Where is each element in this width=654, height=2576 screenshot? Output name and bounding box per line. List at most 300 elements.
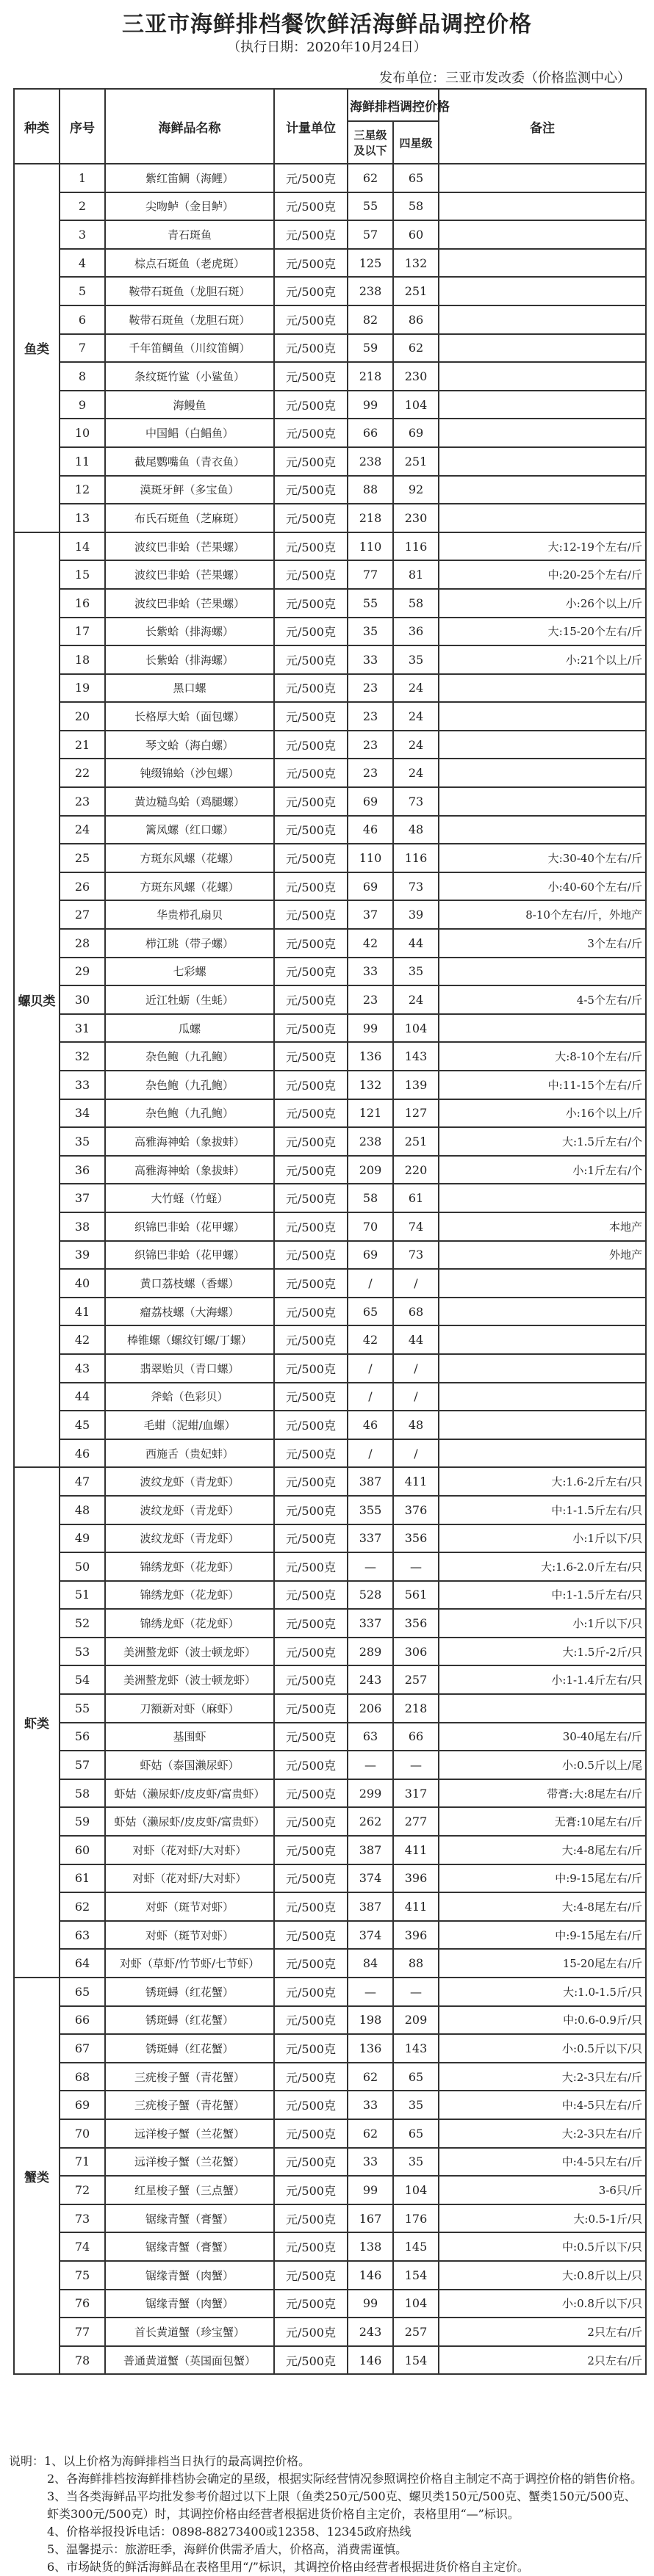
table-row xyxy=(14,2176,646,2204)
price-three-star: 299 xyxy=(348,1779,393,1808)
price-four-star: 24 xyxy=(393,731,439,759)
row-number: 5 xyxy=(60,277,105,305)
table-row xyxy=(14,2346,646,2375)
table-row xyxy=(14,419,646,447)
price-three-star: 42 xyxy=(348,929,393,958)
price-four-star: 251 xyxy=(393,447,439,476)
seafood-name: 织锦巴非蛤（花甲螺） xyxy=(105,1212,274,1241)
unit-cell: 元/500克 xyxy=(274,844,348,872)
row-number: 46 xyxy=(60,1439,105,1468)
table-row xyxy=(14,1269,646,1298)
table-row xyxy=(14,645,646,674)
remark-cell xyxy=(439,674,646,703)
remark-cell xyxy=(439,277,646,305)
remark-cell: 中:1-1.5斤左右/只 xyxy=(439,1581,646,1610)
seafood-name: 高雅海神蛤（象拔蚌） xyxy=(105,1127,274,1156)
table-row xyxy=(14,1354,646,1383)
price-three-star: 46 xyxy=(348,816,393,844)
price-three-star: 55 xyxy=(348,192,393,221)
unit-cell: 元/500克 xyxy=(274,362,348,391)
header-remark: 备注 xyxy=(439,89,646,164)
unit-cell: 元/500克 xyxy=(274,816,348,844)
unit-cell: 元/500克 xyxy=(274,391,348,419)
remark-cell: 大:2-3只左右/斤 xyxy=(439,2063,646,2091)
price-three-star: 62 xyxy=(348,2119,393,2148)
seafood-name: 杂色鲍（九孔鲍） xyxy=(105,1042,274,1071)
remark-cell xyxy=(439,958,646,986)
table-row xyxy=(14,900,646,929)
header-name: 海鲜品名称 xyxy=(105,89,274,164)
header-category: 种类 xyxy=(14,89,60,164)
price-three-star: 23 xyxy=(348,985,393,1014)
remark-cell xyxy=(439,249,646,278)
price-three-star: 69 xyxy=(348,787,393,816)
table-row xyxy=(14,220,646,249)
price-four-star: 209 xyxy=(393,2006,439,2035)
remark-cell: 大:1.6-2斤左右/只 xyxy=(439,1467,646,1496)
row-number: 28 xyxy=(60,929,105,958)
table-row xyxy=(14,1524,646,1553)
table-row xyxy=(14,1836,646,1864)
price-four-star: 68 xyxy=(393,1298,439,1326)
price-four-star: 257 xyxy=(393,2318,439,2346)
price-four-star: 65 xyxy=(393,164,439,192)
row-number: 40 xyxy=(60,1269,105,1298)
unit-cell: 元/500克 xyxy=(274,929,348,958)
row-number: 78 xyxy=(60,2346,105,2375)
seafood-name: 漠斑牙鲆（多宝鱼） xyxy=(105,476,274,504)
seafood-name: 棒锥螺（螺纹钉螺/丁螺） xyxy=(105,1325,274,1354)
row-number: 3 xyxy=(60,220,105,249)
price-three-star: 55 xyxy=(348,589,393,618)
remark-cell: 小:1斤以下/只 xyxy=(439,1524,646,1553)
price-four-star: 104 xyxy=(393,2176,439,2204)
row-number: 23 xyxy=(60,787,105,816)
price-four-star: 35 xyxy=(393,645,439,674)
table-row xyxy=(14,1467,646,1496)
price-three-star: 33 xyxy=(348,645,393,674)
unit-cell: 元/500克 xyxy=(274,1892,348,1921)
price-three-star: 138 xyxy=(348,2232,393,2261)
remark-cell: 中:4-5只左右/斤 xyxy=(439,2091,646,2119)
table-row xyxy=(14,277,646,305)
table-row xyxy=(14,1694,646,1723)
row-number: 58 xyxy=(60,1779,105,1808)
seafood-name: 波纹巴非蛤（芒果螺） xyxy=(105,589,274,618)
remark-cell xyxy=(439,1439,646,1468)
price-four-star: 176 xyxy=(393,2204,439,2233)
price-three-star: — xyxy=(348,1552,393,1581)
seafood-name: 红星梭子蟹（三点蟹） xyxy=(105,2176,274,2204)
unit-cell: 元/500克 xyxy=(274,1609,348,1638)
seafood-name: 对虾（斑节对虾） xyxy=(105,1892,274,1921)
price-four-star: 376 xyxy=(393,1496,439,1524)
unit-cell: 元/500克 xyxy=(274,1949,348,1978)
seafood-name: 远洋梭子蟹（兰花蟹） xyxy=(105,2119,274,2148)
unit-cell: 元/500克 xyxy=(274,1099,348,1128)
unit-cell: 元/500克 xyxy=(274,958,348,986)
price-four-star: 73 xyxy=(393,787,439,816)
unit-cell: 元/500克 xyxy=(274,2204,348,2233)
row-number: 62 xyxy=(60,1892,105,1921)
row-number: 63 xyxy=(60,1921,105,1950)
price-three-star: 206 xyxy=(348,1694,393,1723)
row-number: 30 xyxy=(60,985,105,1014)
remark-cell: 大:4-8尾左右/斤 xyxy=(439,1892,646,1921)
table-row xyxy=(14,1099,646,1128)
remark-cell: 3个左右/斤 xyxy=(439,929,646,958)
page-title: 三亚市海鲜排档餐饮鲜活海鲜品调控价格 xyxy=(122,12,532,37)
remark-cell: 大:0.5-1斤/只 xyxy=(439,2204,646,2233)
seafood-name: 大竹蛏（竹蛏） xyxy=(105,1184,274,1212)
price-four-star: 69 xyxy=(393,419,439,447)
seafood-name: 条纹斑竹鲨（小鲨鱼） xyxy=(105,362,274,391)
table-row xyxy=(14,1241,646,1270)
unit-cell: 元/500克 xyxy=(274,2063,348,2091)
unit-cell: 元/500克 xyxy=(274,1269,348,1298)
row-number: 10 xyxy=(60,419,105,447)
row-number: 57 xyxy=(60,1751,105,1779)
price-three-star: 374 xyxy=(348,1921,393,1950)
unit-cell: 元/500克 xyxy=(274,2119,348,2148)
price-four-star: 35 xyxy=(393,2148,439,2177)
header-no: 序号 xyxy=(60,89,105,164)
price-three-star: 110 xyxy=(348,532,393,561)
table-row xyxy=(14,1127,646,1156)
seafood-name: 黄口荔枝螺（香螺） xyxy=(105,1269,274,1298)
remark-cell xyxy=(439,305,646,334)
row-number: 1 xyxy=(60,164,105,192)
price-four-star: 139 xyxy=(393,1071,439,1099)
table-row xyxy=(14,929,646,958)
row-number: 55 xyxy=(60,1694,105,1723)
table-row xyxy=(14,2232,646,2261)
row-number: 36 xyxy=(60,1156,105,1184)
unit-cell: 元/500克 xyxy=(274,532,348,561)
price-four-star: 116 xyxy=(393,844,439,872)
table-row xyxy=(14,702,646,731)
price-four-star: 251 xyxy=(393,1127,439,1156)
seafood-name: 截尾鹦嘴鱼（青衣鱼） xyxy=(105,447,274,476)
seafood-name: 波纹龙虾（青龙虾） xyxy=(105,1524,274,1553)
price-four-star: 154 xyxy=(393,2261,439,2290)
table-row xyxy=(14,1921,646,1950)
table-row xyxy=(14,1807,646,1836)
row-number: 60 xyxy=(60,1836,105,1864)
price-three-star: 66 xyxy=(348,419,393,447)
unit-cell: 元/500克 xyxy=(274,872,348,901)
price-three-star: 69 xyxy=(348,1241,393,1270)
table-row xyxy=(14,2148,646,2177)
unit-cell: 元/500克 xyxy=(274,2261,348,2290)
row-number: 11 xyxy=(60,447,105,476)
price-three-star: 82 xyxy=(348,305,393,334)
row-number: 68 xyxy=(60,2063,105,2091)
price-three-star: 218 xyxy=(348,362,393,391)
row-number: 39 xyxy=(60,1241,105,1270)
seafood-name: 虾姑（濑尿虾/皮皮虾/富贵虾） xyxy=(105,1779,274,1808)
table-row xyxy=(14,2318,646,2346)
row-number: 69 xyxy=(60,2091,105,2119)
remark-cell: 8-10个左右/斤，外地产 xyxy=(439,900,646,929)
remark-cell: 15-20尾左右/斤 xyxy=(439,1949,646,1978)
price-three-star: 167 xyxy=(348,2204,393,2233)
row-number: 50 xyxy=(60,1552,105,1581)
remark-cell xyxy=(439,504,646,532)
remark-cell xyxy=(439,1325,646,1354)
unit-cell: 元/500克 xyxy=(274,1864,348,1893)
remark-cell xyxy=(439,220,646,249)
price-four-star: 73 xyxy=(393,1241,439,1270)
price-four-star: 24 xyxy=(393,985,439,1014)
remark-cell xyxy=(439,1184,646,1212)
unit-cell: 元/500克 xyxy=(274,1383,348,1411)
price-four-star: 116 xyxy=(393,532,439,561)
unit-cell: 元/500克 xyxy=(274,985,348,1014)
remark-cell: 大:8-10个左右/斤 xyxy=(439,1042,646,1071)
price-four-star: 127 xyxy=(393,1099,439,1128)
table-row xyxy=(14,1665,646,1694)
price-three-star: 209 xyxy=(348,1156,393,1184)
price-three-star: 337 xyxy=(348,1524,393,1553)
unit-cell: 元/500克 xyxy=(274,560,348,589)
price-four-star: 251 xyxy=(393,277,439,305)
unit-cell: 元/500克 xyxy=(274,1354,348,1383)
price-four-star: 143 xyxy=(393,2034,439,2063)
row-number: 56 xyxy=(60,1723,105,1751)
price-three-star: / xyxy=(348,1383,393,1411)
table-row xyxy=(14,305,646,334)
unit-cell: 元/500克 xyxy=(274,731,348,759)
row-number: 72 xyxy=(60,2176,105,2204)
table-row xyxy=(14,958,646,986)
remark-cell: 大:1.6-2.0斤左右/只 xyxy=(439,1552,646,1581)
unit-cell: 元/500克 xyxy=(274,900,348,929)
remark-cell: 小:21个以上/斤 xyxy=(439,645,646,674)
row-number: 35 xyxy=(60,1127,105,1156)
price-four-star: 92 xyxy=(393,476,439,504)
seafood-name: 三疣梭子蟹（青花蟹） xyxy=(105,2063,274,2091)
unit-cell: 元/500克 xyxy=(274,2034,348,2063)
row-number: 70 xyxy=(60,2119,105,2148)
row-number: 15 xyxy=(60,560,105,589)
unit-cell: 元/500克 xyxy=(274,2232,348,2261)
price-three-star: 136 xyxy=(348,2034,393,2063)
row-number: 6 xyxy=(60,305,105,334)
price-four-star: — xyxy=(393,1978,439,2006)
price-three-star: 77 xyxy=(348,560,393,589)
price-three-star: 262 xyxy=(348,1807,393,1836)
price-three-star: 23 xyxy=(348,702,393,731)
note-line: 3、当各类海鲜品平均批发参考价超过以下上限（鱼类250元/500克、螺贝类150元/500克、蟹类150元/500克、虾类300元/500克）时，其调控价格由经营者根据进货价格自主定价，表格里用“—”标识。 xyxy=(47,2489,636,2521)
seafood-name: 首长黄道蟹（珍宝蟹） xyxy=(105,2318,274,2346)
seafood-name: 对虾（花对虾/大对虾） xyxy=(105,1836,274,1864)
price-four-star: 24 xyxy=(393,759,439,787)
row-number: 74 xyxy=(60,2232,105,2261)
remark-cell xyxy=(439,334,646,363)
table-row xyxy=(14,2261,646,2290)
category-cell: 鱼类 xyxy=(14,164,60,532)
table-row xyxy=(14,391,646,419)
remark-cell xyxy=(439,362,646,391)
table-row xyxy=(14,1325,646,1354)
table-row xyxy=(14,731,646,759)
price-four-star: 39 xyxy=(393,900,439,929)
remark-cell xyxy=(439,1354,646,1383)
unit-cell: 元/500克 xyxy=(274,1127,348,1156)
seafood-name: 方斑东风螺（花螺） xyxy=(105,872,274,901)
unit-cell: 元/500克 xyxy=(274,1638,348,1666)
price-four-star: 86 xyxy=(393,305,439,334)
unit-cell: 元/500克 xyxy=(274,1723,348,1751)
price-four-star: 411 xyxy=(393,1892,439,1921)
price-three-star: 70 xyxy=(348,1212,393,1241)
unit-cell: 元/500克 xyxy=(274,1156,348,1184)
row-number: 38 xyxy=(60,1212,105,1241)
seafood-name: 栉江珧（带子螺） xyxy=(105,929,274,958)
seafood-name: 锯缘青蟹（膏蟹） xyxy=(105,2204,274,2233)
price-four-star: 306 xyxy=(393,1638,439,1666)
remark-cell: 30-40尾左右/斤 xyxy=(439,1723,646,1751)
unit-cell: 元/500克 xyxy=(274,1496,348,1524)
price-four-star: 104 xyxy=(393,391,439,419)
price-four-star: 81 xyxy=(393,560,439,589)
price-four-star: 143 xyxy=(393,1042,439,1071)
unit-cell: 元/500克 xyxy=(274,2148,348,2177)
seafood-name: 黑口螺 xyxy=(105,674,274,703)
price-four-star: 44 xyxy=(393,929,439,958)
row-number: 67 xyxy=(60,2034,105,2063)
price-four-star: 60 xyxy=(393,220,439,249)
row-number: 9 xyxy=(60,391,105,419)
row-number: 41 xyxy=(60,1298,105,1326)
price-three-star: / xyxy=(348,1439,393,1468)
remark-cell xyxy=(439,1383,646,1411)
price-four-star: 411 xyxy=(393,1467,439,1496)
remark-cell: 中:9-15尾左右/斤 xyxy=(439,1864,646,1893)
table-row xyxy=(14,1439,646,1468)
table-row xyxy=(14,759,646,787)
table-row xyxy=(14,362,646,391)
remark-cell xyxy=(439,419,646,447)
unit-cell: 元/500克 xyxy=(274,1779,348,1808)
row-number: 31 xyxy=(60,1014,105,1043)
row-number: 26 xyxy=(60,872,105,901)
seafood-name: 瘤荔枝螺（大海螺） xyxy=(105,1298,274,1326)
unit-cell: 元/500克 xyxy=(274,618,348,646)
price-four-star: 35 xyxy=(393,2091,439,2119)
price-four-star: 44 xyxy=(393,1325,439,1354)
price-four-star: 145 xyxy=(393,2232,439,2261)
table-row xyxy=(14,1184,646,1212)
table-row xyxy=(14,1042,646,1071)
table-row xyxy=(14,249,646,278)
seafood-name: 千年笛鲷鱼（川纹笛鲷） xyxy=(105,334,274,363)
table-row xyxy=(14,1156,646,1184)
table-row xyxy=(14,2034,646,2063)
remark-cell: 带膏:大:8尾左右/斤 xyxy=(439,1779,646,1808)
price-four-star: 58 xyxy=(393,192,439,221)
row-number: 47 xyxy=(60,1467,105,1496)
price-four-star: 277 xyxy=(393,1807,439,1836)
row-number: 65 xyxy=(60,1978,105,2006)
remark-cell: 小:0.5斤以下/只 xyxy=(439,2034,646,2063)
row-number: 64 xyxy=(60,1949,105,1978)
price-four-star: 104 xyxy=(393,1014,439,1043)
price-four-star: 66 xyxy=(393,1723,439,1751)
seafood-name: 布氏石斑鱼（芝麻斑） xyxy=(105,504,274,532)
price-four-star: 396 xyxy=(393,1921,439,1950)
table-row xyxy=(14,1071,646,1099)
row-number: 8 xyxy=(60,362,105,391)
seafood-name: 对虾（斑节对虾） xyxy=(105,1921,274,1950)
category-cell: 螺贝类 xyxy=(14,532,60,1468)
price-four-star: 24 xyxy=(393,702,439,731)
remark-cell xyxy=(439,476,646,504)
unit-cell: 元/500克 xyxy=(274,1014,348,1043)
price-three-star: / xyxy=(348,1269,393,1298)
row-number: 21 xyxy=(60,731,105,759)
unit-cell: 元/500克 xyxy=(274,1552,348,1581)
table-row xyxy=(14,844,646,872)
header-three-star: 三星级及以下 xyxy=(348,121,393,164)
unit-cell: 元/500克 xyxy=(274,1807,348,1836)
remark-cell: 本地产 xyxy=(439,1212,646,1241)
publisher: 发布单位：三亚市发改委（价格监测中心） xyxy=(379,70,630,86)
row-number: 54 xyxy=(60,1665,105,1694)
price-three-star: 99 xyxy=(348,391,393,419)
unit-cell: 元/500克 xyxy=(274,1184,348,1212)
price-three-star: 218 xyxy=(348,504,393,532)
table-row xyxy=(14,1552,646,1581)
unit-cell: 元/500克 xyxy=(274,419,348,447)
seafood-name: 锈斑蟳（红花蟹） xyxy=(105,2006,274,2035)
price-three-star: 84 xyxy=(348,1949,393,1978)
unit-cell: 元/500克 xyxy=(274,1042,348,1071)
seafood-name: 钝缀锦蛤（沙包螺） xyxy=(105,759,274,787)
row-number: 29 xyxy=(60,958,105,986)
table-row xyxy=(14,816,646,844)
price-four-star: 257 xyxy=(393,1665,439,1694)
row-number: 42 xyxy=(60,1325,105,1354)
unit-cell: 元/500克 xyxy=(274,645,348,674)
unit-cell: 元/500克 xyxy=(274,334,348,363)
remark-cell: 小:1-1.4斤左右/只 xyxy=(439,1665,646,1694)
seafood-name: 波纹巴非蛤（芒果螺） xyxy=(105,532,274,561)
remark-cell xyxy=(439,447,646,476)
price-three-star: 65 xyxy=(348,1298,393,1326)
price-three-star: 23 xyxy=(348,759,393,787)
price-four-star: 396 xyxy=(393,1864,439,1893)
row-number: 75 xyxy=(60,2261,105,2290)
price-four-star: — xyxy=(393,1751,439,1779)
remark-cell: 小:0.5斤以上/尾 xyxy=(439,1751,646,1779)
remark-cell xyxy=(439,787,646,816)
price-three-star: 121 xyxy=(348,1099,393,1128)
unit-cell: 元/500克 xyxy=(274,1978,348,2006)
unit-cell: 元/500克 xyxy=(274,1751,348,1779)
price-three-star: 243 xyxy=(348,1665,393,1694)
seafood-name: 高雅海神蛤（象拔蚌） xyxy=(105,1156,274,1184)
unit-cell: 元/500克 xyxy=(274,589,348,618)
remark-cell: 中:0.5斤以下/只 xyxy=(439,2232,646,2261)
remark-cell: 大:0.8斤以上/只 xyxy=(439,2261,646,2290)
table-row xyxy=(14,1751,646,1779)
price-three-star: 289 xyxy=(348,1638,393,1666)
row-number: 76 xyxy=(60,2290,105,2318)
remark-cell xyxy=(439,816,646,844)
price-four-star: 73 xyxy=(393,872,439,901)
